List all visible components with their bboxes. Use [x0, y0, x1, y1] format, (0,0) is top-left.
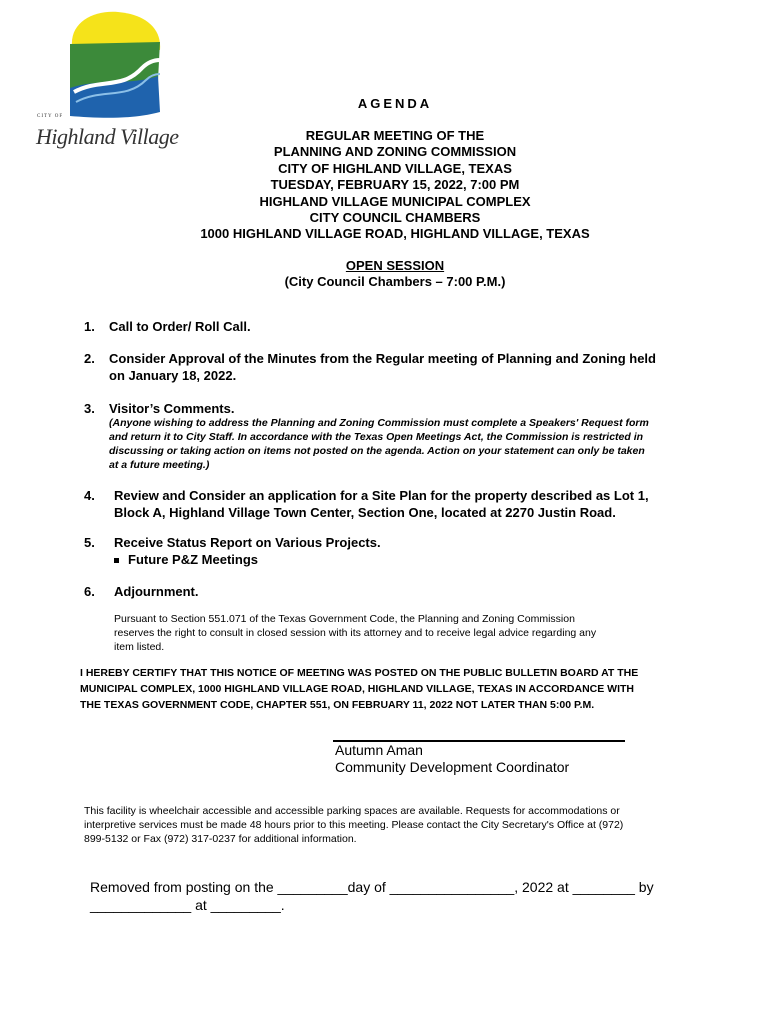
- item-text-line: Block A, Highland Village Town Center, Section One, located at 2270 Justin Road.: [114, 505, 616, 520]
- bullet-icon: [114, 558, 119, 563]
- signature-block: [335, 742, 569, 776]
- item-text-line: Review and Consider an application for a Site Plan for the property described as Lot 1,: [114, 488, 649, 503]
- item-number: 2.: [84, 351, 95, 366]
- item-text: Call to Order/ Roll Call.: [109, 319, 251, 334]
- bullet-text: Future P&Z Meetings: [128, 552, 259, 567]
- note-line: and return it to City Staff. In accordance with the Texas Open Meetings Act, the Commission is restricted in: [109, 431, 644, 443]
- header-line: PLANNING AND ZONING COMMISSION: [273, 144, 517, 160]
- open-session-subtitle: (City Council Chambers – 7:00 P.M.): [284, 274, 506, 290]
- open-session-title: OPEN SESSION: [345, 258, 445, 273]
- logo-city-name: Highland Village: [36, 124, 179, 149]
- signer-title: Community Development Coordinator: [335, 759, 570, 775]
- accessibility-notice: [84, 804, 704, 846]
- closed-session-note: [114, 612, 674, 654]
- cert-line: MUNICIPAL COMPLEX, 1000 HIGHLAND VILLAGE ROAD, HIGHLAND VILLAGE, TEXAS IN ACCORDANCE WITH: [80, 683, 634, 695]
- open-session: [0, 258, 770, 291]
- item-text: Visitor’s Comments.: [109, 401, 235, 416]
- note-line: discussing or taking action on items not posted on the agenda. Action on your statement can only be taken: [109, 445, 645, 457]
- notice-line: This facility is wheelchair accessible and accessible parking spaces are available. Requests for accommodations or: [84, 805, 620, 817]
- header-line: CITY COUNCIL CHAMBERS: [309, 210, 481, 226]
- item-bullet: [114, 551, 734, 568]
- notice-line: interpretive services must be made 48 hours prior to this meeting. Please contact the City Secretary's Office at (972): [84, 819, 624, 831]
- item-number: 5.: [84, 535, 95, 550]
- item-text-line: Consider Approval of the Minutes from the Regular meeting of Planning and Zoning held: [109, 351, 656, 366]
- item-text: [109, 350, 729, 384]
- note-line: Pursuant to Section 551.071 of the Texas Government Code, the Planning and Zoning Commission: [114, 613, 575, 625]
- signer-name: Autumn Aman: [335, 742, 423, 758]
- header-line: HIGHLAND VILLAGE MUNICIPAL COMPLEX: [259, 193, 531, 209]
- header-line: TUESDAY, FEBRUARY 15, 2022, 7:00 PM: [270, 177, 520, 193]
- item-number: 3.: [84, 401, 95, 416]
- removal-record: [90, 878, 730, 914]
- note-line: (Anyone wishing to address the Planning and Zoning Commission must complete a Speakers' Request form: [109, 417, 649, 429]
- header-line: 1000 HIGHLAND VILLAGE ROAD, HIGHLAND VILLAGE, TEXAS: [200, 226, 590, 242]
- item-text: [114, 487, 734, 521]
- item-text: Adjournment.: [114, 584, 199, 599]
- removal-line: _____________ at _________.: [90, 897, 285, 913]
- header-line: REGULAR MEETING OF THE: [305, 128, 485, 143]
- cert-line: THE TEXAS GOVERNMENT CODE, CHAPTER 551, ON FEBRUARY 11, 2022 NOT LATER THAN 5:00 P.M.: [80, 699, 595, 711]
- visitor-note: [109, 416, 709, 472]
- item-text-line: Receive Status Report on Various Projects.: [114, 535, 381, 550]
- note-line: at a future meeting.): [109, 459, 210, 471]
- item-number: 4.: [84, 488, 95, 503]
- item-text-line: on January 18, 2022.: [109, 368, 237, 383]
- removal-line: Removed from posting on the _________day of ________________, 2022 at ________ by: [90, 879, 654, 895]
- item-number: 6.: [84, 584, 95, 599]
- posting-certification: [80, 665, 720, 713]
- agenda-title: AGENDA: [357, 96, 433, 111]
- notice-line: 899-5132 or Fax (972) 317-0237 for additional information.: [84, 833, 357, 845]
- note-line: reserves the right to consult in closed session with its attorney and to receive legal advice regarding any: [114, 627, 597, 639]
- logo-city-label: CITY OF: [37, 114, 64, 119]
- cert-line: I HEREBY CERTIFY THAT THIS NOTICE OF MEETING WAS POSTED ON THE PUBLIC BULLETIN BOARD AT THE: [80, 667, 639, 679]
- header-line: CITY OF HIGHLAND VILLAGE, TEXAS: [278, 160, 512, 176]
- item-text: [114, 534, 734, 568]
- item-number: 1.: [84, 319, 95, 334]
- meeting-header: [0, 128, 770, 243]
- note-line: item listed.: [114, 641, 165, 653]
